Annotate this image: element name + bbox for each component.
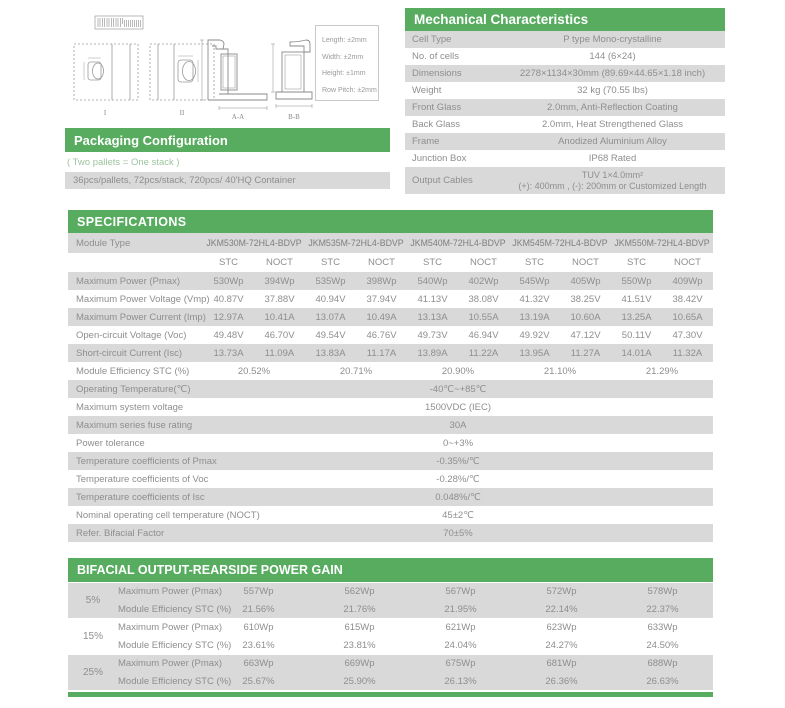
noct-header: NOCT — [470, 257, 497, 268]
bifacial-value: 610Wp — [243, 622, 274, 634]
bifacial-value: 24.27% — [545, 639, 578, 651]
spec-label: Maximum Power Voltage (Vmp) — [76, 293, 210, 305]
bifacial-value: 567Wp — [445, 586, 476, 598]
spec-value: 41.13V — [417, 293, 448, 305]
spec-row-bifacial-factor — [68, 524, 713, 542]
spec-value: 49.54V — [315, 329, 346, 341]
spec-value: 10.49A — [366, 311, 397, 323]
packaging-configuration-section — [65, 128, 390, 189]
spec-value: 11.09A — [264, 347, 295, 359]
module-type: JKM550M-72HL4-BDVP — [614, 238, 710, 248]
bifacial-pmax-row — [118, 619, 713, 637]
stc-header: STC — [219, 257, 238, 268]
bifacial-pmax-row — [118, 583, 713, 601]
mech-label: Output Cables — [412, 175, 473, 186]
bifacial-value: 562Wp — [344, 586, 375, 598]
spec-value: 0~+3% — [442, 437, 474, 449]
spec-value: 0.048%/℃ — [435, 491, 481, 503]
spec-value: 20.52% — [237, 365, 271, 377]
bifacial-pmax-row — [118, 655, 713, 673]
mech-row-cell-type — [405, 31, 725, 48]
spec-value: 37.94V — [366, 293, 397, 305]
tolerance-height: Height: ±1mm — [322, 70, 366, 77]
mech-value: 2278×1134×30mm (89.69×44.65×1.18 inch) — [519, 68, 706, 79]
bifacial-label: Module Efficiency STC (%) — [118, 603, 232, 615]
spec-value: 10.60A — [570, 311, 601, 323]
mech-row-frame — [405, 133, 725, 150]
bifacial-value: 688Wp — [647, 658, 678, 670]
barcode-icon — [95, 16, 143, 29]
module-type: JKM545M-72HL4-BDVP — [512, 238, 608, 248]
spec-value: 1500VDC (IEC) — [425, 401, 491, 413]
mech-label: Front Glass — [412, 102, 462, 113]
bifacial-value: 23.61% — [242, 639, 275, 651]
mech-label: Weight — [412, 85, 442, 96]
bifacial-value: 21.76% — [343, 603, 376, 615]
spec-value: 13.25A — [621, 311, 652, 323]
spec-value: 47.12V — [570, 329, 601, 341]
stc-header: STC — [423, 257, 442, 268]
spec-value: 11.32A — [672, 347, 703, 359]
bifacial-value: 675Wp — [445, 658, 476, 670]
spec-row-vmp — [68, 290, 713, 308]
mech-label: Frame — [412, 136, 440, 147]
module-type: JKM535M-72HL4-BDVP — [308, 238, 404, 248]
spec-row-max-system-voltage — [68, 398, 713, 416]
mech-row-weight — [405, 82, 725, 99]
spec-label: Temperature coefficients of Isc — [76, 491, 205, 503]
bifacial-value: 633Wp — [647, 622, 678, 634]
spec-value: 540Wp — [417, 275, 448, 287]
spec-value: 21.10% — [543, 365, 577, 377]
section-aa-label: A-A — [231, 113, 245, 121]
bifacial-value: 663Wp — [243, 658, 274, 670]
bifacial-value: 557Wp — [243, 586, 274, 598]
bifacial-value: 572Wp — [546, 586, 577, 598]
spec-value: -0.35%/℃ — [436, 455, 480, 467]
mech-value: IP68 Rated — [588, 153, 637, 164]
bifacial-value: 669Wp — [344, 658, 375, 670]
spec-value: 13.95A — [519, 347, 550, 359]
spec-value: 38.25V — [570, 293, 601, 305]
spec-value: 13.07A — [315, 311, 346, 323]
bifacial-value: 623Wp — [546, 622, 577, 634]
spec-value: 405Wp — [570, 275, 601, 287]
spec-value: 394Wp — [264, 275, 295, 287]
spec-row-temp-coeff-pmax — [68, 452, 713, 470]
stc-header: STC — [525, 257, 544, 268]
bifacial-group-5pct — [68, 583, 713, 618]
mech-label: Dimensions — [412, 68, 462, 79]
bifacial-value: 26.36% — [545, 675, 578, 687]
spec-row-isc — [68, 344, 713, 362]
spec-value: 46.76V — [366, 329, 397, 341]
spec-value: 41.32V — [519, 293, 550, 305]
mechanical-title: Mechanical Characteristics — [405, 8, 725, 31]
mech-value: 32 kg (70.55 lbs) — [577, 85, 648, 96]
module-type-row — [68, 233, 713, 253]
spec-value: 37.88V — [264, 293, 295, 305]
mech-value: P type Mono-crystalline — [563, 34, 662, 45]
mech-value: 144 (6×24) — [589, 51, 636, 62]
spec-label: Nominal operating cell temperature (NOCT) — [76, 509, 260, 521]
gain-percent: 5% — [85, 595, 101, 606]
mounting-detail-two — [150, 44, 214, 100]
spec-label: Open-circuit Voltage (Voc) — [76, 329, 187, 341]
mech-label: Back Glass — [412, 119, 461, 130]
gain-percent: 15% — [82, 631, 103, 642]
spec-value: 20.71% — [339, 365, 373, 377]
bifacial-group-25pct — [68, 655, 713, 690]
mech-row-output-cables — [405, 167, 725, 194]
specifications-section — [68, 210, 713, 542]
spec-value: 13.19A — [519, 311, 550, 323]
spec-label: Power tolerance — [76, 437, 145, 449]
spec-value: -0.28%/℃ — [436, 473, 480, 485]
noct-header: NOCT — [572, 257, 599, 268]
spec-value: 50.11V — [621, 329, 652, 341]
bifacial-eff-row — [118, 637, 713, 655]
packaging-title: Packaging Configuration — [65, 128, 390, 152]
spec-label: Refer. Bifacial Factor — [76, 527, 165, 539]
bifacial-eff-row — [118, 601, 713, 619]
spec-row-noct — [68, 506, 713, 524]
noct-header: NOCT — [368, 257, 395, 268]
stc-header: STC — [627, 257, 646, 268]
bifacial-value: 615Wp — [344, 622, 375, 634]
spec-row-max-series-fuse — [68, 416, 713, 434]
spec-label: Temperature coefficients of Voc — [76, 473, 209, 485]
bifacial-value: 22.37% — [646, 603, 679, 615]
spec-value: 38.08V — [468, 293, 499, 305]
bifacial-label: Maximum Power (Pmax) — [118, 622, 222, 634]
spec-value: 41.51V — [621, 293, 652, 305]
frame-section-aa — [200, 40, 267, 110]
mech-value: 2.0mm, Heat Strengthened Glass — [542, 119, 683, 130]
spec-value: 49.92V — [519, 329, 550, 341]
specifications-title: SPECIFICATIONS — [68, 210, 713, 233]
spec-label: Operating Temperature(℃) — [76, 383, 191, 395]
mech-label: Cell Type — [412, 34, 452, 45]
bifacial-label: Module Efficiency STC (%) — [118, 639, 232, 651]
technical-drawings — [68, 8, 390, 122]
spec-value: 45±2℃ — [442, 509, 474, 521]
mounting-detail-one — [74, 44, 138, 100]
spec-value: 10.65A — [672, 311, 703, 323]
spec-value: 20.90% — [441, 365, 475, 377]
spec-value: 10.55A — [468, 311, 499, 323]
spec-value: 398Wp — [366, 275, 397, 287]
spec-value: 13.83A — [315, 347, 346, 359]
tolerance-box — [315, 25, 379, 101]
bifacial-label: Module Efficiency STC (%) — [118, 675, 232, 687]
spec-value: 550Wp — [621, 275, 652, 287]
tolerance-row-pitch: Row Pitch: ±2mm — [322, 86, 377, 94]
bifacial-label: Maximum Power (Pmax) — [118, 658, 222, 670]
spec-value: 535Wp — [315, 275, 346, 287]
spec-row-temp-coeff-isc — [68, 488, 713, 506]
module-type: JKM530M-72HL4-BDVP — [206, 238, 302, 248]
spec-row-imp — [68, 308, 713, 326]
spec-value: 46.70V — [264, 329, 295, 341]
mechanical-characteristics-section — [405, 8, 725, 194]
spec-value: 11.22A — [468, 347, 499, 359]
mech-label: No. of cells — [412, 51, 459, 62]
mech-row-back-glass — [405, 116, 725, 133]
tolerance-width: Width: ±2mm — [322, 53, 364, 61]
spec-value: 402Wp — [468, 275, 499, 287]
bifacial-value: 23.81% — [343, 639, 376, 651]
section-bb-label: B-B — [288, 113, 300, 121]
spec-value: 11.27A — [570, 347, 601, 359]
spec-value: 38.42V — [672, 293, 703, 305]
bifacial-value: 25.67% — [242, 675, 275, 687]
bifacial-label: Maximum Power (Pmax) — [118, 586, 222, 598]
spec-value: -40℃~+85℃ — [429, 383, 487, 395]
spec-label: Temperature coefficients of Pmax — [76, 455, 217, 467]
spec-row-efficiency — [68, 362, 713, 380]
spec-label: Maximum Power (Pmax) — [76, 275, 180, 287]
bifacial-gain-section — [68, 558, 713, 690]
spec-value: 46.94V — [468, 329, 499, 341]
spec-value: 409Wp — [672, 275, 703, 287]
mech-row-junction-box — [405, 150, 725, 167]
spec-value: 30A — [449, 419, 467, 431]
mech-label: Junction Box — [412, 153, 467, 164]
spec-value: 40.94V — [315, 293, 346, 305]
gain-percent: 25% — [82, 667, 103, 678]
stc-header: STC — [321, 257, 340, 268]
spec-value: 49.48V — [213, 329, 244, 341]
bifacial-value: 26.63% — [646, 675, 679, 687]
packaging-note: ( Two pallets = One stack ) — [67, 157, 180, 168]
mech-value-line2: (+): 400mm , (-): 200mm or Customized Length — [518, 180, 707, 191]
bifacial-value: 578Wp — [647, 586, 678, 598]
spec-value: 14.01A — [621, 347, 652, 359]
spec-value: 530Wp — [213, 275, 244, 287]
spec-label: Maximum series fuse rating — [76, 419, 193, 431]
spec-row-operating-temperature — [68, 380, 713, 398]
spec-row-pmax — [68, 272, 713, 290]
spec-label: Module Efficiency STC (%) — [76, 365, 190, 377]
mech-row-dimensions — [405, 65, 725, 82]
spec-value: 40.87V — [213, 293, 244, 305]
bifacial-title: BIFACIAL OUTPUT-REARSIDE POWER GAIN — [68, 558, 713, 582]
mech-value-line1: TUV 1×4.0mm² — [581, 169, 644, 180]
noct-header: NOCT — [674, 257, 701, 268]
module-type: JKM540M-72HL4-BDVP — [410, 238, 506, 248]
spec-value: 545Wp — [519, 275, 550, 287]
bifacial-value: 681Wp — [546, 658, 577, 670]
detail-two-label: II — [179, 109, 185, 117]
mech-value: Anodized Aluminium Alloy — [558, 136, 667, 147]
spec-value: 11.17A — [366, 347, 397, 359]
bifacial-value: 26.13% — [444, 675, 477, 687]
module-type-label: Module Type — [76, 237, 131, 249]
bifacial-group-15pct — [68, 619, 713, 654]
spec-label: Maximum system voltage — [76, 401, 184, 413]
spec-row-temp-coeff-voc — [68, 470, 713, 488]
mech-value: 2.0mm, Anti-Reflection Coating — [547, 102, 678, 113]
bifacial-eff-row — [118, 673, 713, 691]
spec-value: 70±5% — [443, 527, 473, 539]
noct-header: NOCT — [266, 257, 293, 268]
spec-label: Maximum Power Current (Imp) — [76, 311, 206, 323]
bottom-accent-bar — [68, 692, 713, 697]
mech-row-front-glass — [405, 99, 725, 116]
packaging-detail: 36pcs/pallets, 72pcs/stack, 720pcs/ 40'HQ Container — [65, 172, 390, 189]
spec-value: 21.29% — [645, 365, 679, 377]
bifacial-value: 22.14% — [545, 603, 578, 615]
tolerance-length: Length: ±2mm — [322, 37, 367, 44]
bifacial-value: 21.56% — [242, 603, 275, 615]
mech-row-no-of-cells — [405, 48, 725, 65]
spec-row-power-tolerance — [68, 434, 713, 452]
spec-value: 47.30V — [672, 329, 703, 341]
spec-value: 13.13A — [417, 311, 448, 323]
spec-label: Short-circuit Current (Isc) — [76, 347, 183, 359]
condition-header-row — [68, 253, 713, 272]
spec-value: 10.41A — [264, 311, 295, 323]
bifacial-value: 21.95% — [444, 603, 477, 615]
frame-section-bb — [271, 40, 312, 108]
spec-value: 13.89A — [417, 347, 448, 359]
bifacial-value: 24.04% — [444, 639, 477, 651]
bifacial-value: 25.90% — [343, 675, 376, 687]
bifacial-value: 24.50% — [646, 639, 679, 651]
spec-row-voc — [68, 326, 713, 344]
spec-value: 12.97A — [213, 311, 244, 323]
detail-one-label: I — [103, 109, 107, 117]
spec-value: 13.73A — [213, 347, 244, 359]
spec-value: 49.73V — [417, 329, 448, 341]
bifacial-value: 621Wp — [445, 622, 476, 634]
